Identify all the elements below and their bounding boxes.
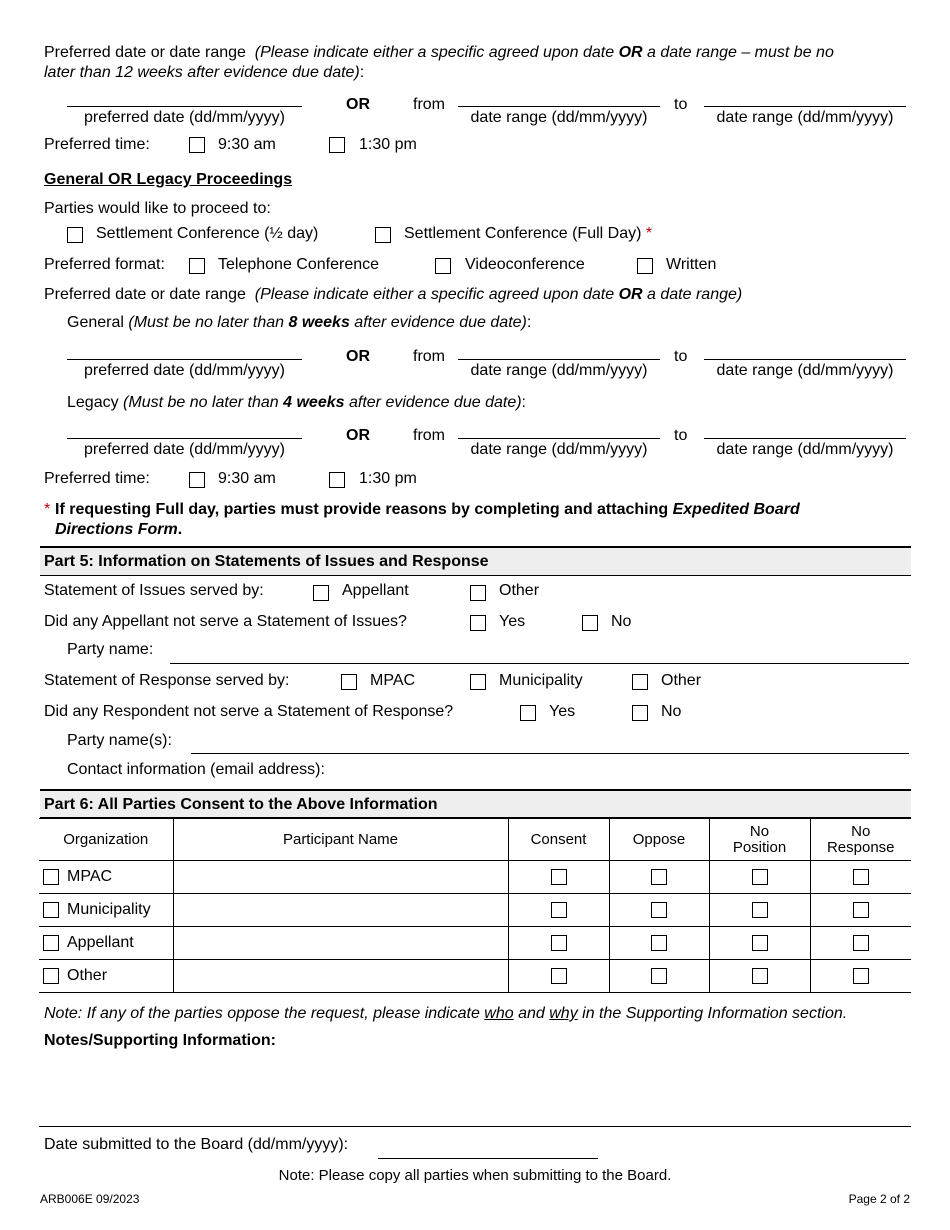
appellant-not-served-label: Did any Appellant not serve a Statement of Issues? (44, 613, 407, 630)
contact-info-label: Contact information (email address): (67, 761, 325, 778)
participant-name-cell[interactable] (173, 927, 508, 960)
from-label: from (413, 96, 445, 113)
table-row (39, 927, 911, 960)
response-mpac-checkbox[interactable] (341, 674, 357, 690)
general-label: General (Must be no later than 8 weeks after evidence due date): (67, 314, 532, 331)
format-video-checkbox[interactable] (435, 258, 451, 274)
issues-served-label: Statement of Issues served by: (44, 582, 264, 599)
appellant-consent-checkbox[interactable] (551, 935, 567, 951)
page-number: Page 2 of 2 (848, 1192, 910, 1206)
org-other-label: Other (67, 967, 108, 984)
format-written-checkbox[interactable] (637, 258, 653, 274)
respondent-not-served-yes-label: Yes (549, 703, 576, 720)
general-preferred-date-field[interactable] (67, 359, 302, 360)
municipality-consent-checkbox[interactable] (551, 902, 567, 918)
general-to-label: to (674, 348, 688, 365)
preferred-time-label: Preferred time: (44, 136, 150, 153)
respondent-not-served-no-label: No (661, 703, 682, 720)
part5-title: Part 5: Information on Statements of Issues and Response (44, 553, 489, 570)
format-written-label: Written (666, 256, 717, 273)
supporting-info-area[interactable] (40, 1052, 909, 1124)
other-oppose-checkbox[interactable] (651, 968, 667, 984)
general-range-start-caption: date range (dd/mm/yyyy) (470, 362, 648, 379)
response-served-label: Statement of Response served by: (44, 672, 290, 689)
contact-info-field[interactable] (346, 782, 909, 783)
preferred-date-field[interactable] (67, 106, 302, 107)
mpac-consent-checkbox[interactable] (551, 869, 567, 885)
part6-title: Part 6: All Parties Consent to the Above Information (44, 796, 438, 813)
gl-preferred-date-label: Preferred date or date range (Please indicate either a specific agreed upon date OR a date range) (44, 286, 743, 303)
date-submitted-label: Date submitted to the Board (dd/mm/yyyy): (44, 1136, 349, 1153)
response-other-checkbox[interactable] (632, 674, 648, 690)
legacy-preferred-date-field[interactable] (67, 438, 302, 439)
gl-preferred-time-label: Preferred time: (44, 470, 150, 487)
appellant-not-served-yes-label: Yes (499, 613, 526, 630)
respondent-not-served-no-checkbox[interactable] (632, 705, 648, 721)
form-code: ARB006E 09/2023 (40, 1192, 140, 1206)
respondent-not-served-yes-checkbox[interactable] (520, 705, 536, 721)
footnote-line1: If requesting Full day, parties must provide reasons by completing and attaching Expedited Board (55, 501, 800, 518)
legacy-from-label: from (413, 427, 445, 444)
general-range-start-field[interactable] (458, 359, 660, 360)
org-mpac-checkbox[interactable] (43, 869, 59, 885)
response-municipality-label: Municipality (499, 672, 583, 689)
full-day-checkbox[interactable] (375, 227, 391, 243)
municipality-no-response-checkbox[interactable] (853, 902, 869, 918)
general-preferred-date-caption: preferred date (dd/mm/yyyy) (84, 362, 285, 379)
appellant-no-position-checkbox[interactable] (752, 935, 768, 951)
date-range-end-caption: date range (dd/mm/yyyy) (716, 109, 894, 126)
time-930-label: 9:30 am (218, 136, 276, 153)
to-label: to (674, 96, 688, 113)
general-range-end-caption: date range (dd/mm/yyyy) (716, 362, 894, 379)
issues-appellant-checkbox[interactable] (313, 585, 329, 601)
half-day-checkbox[interactable] (67, 227, 83, 243)
legacy-to-label: to (674, 427, 688, 444)
col-no-position: No Position (709, 819, 810, 861)
col-participant-name: Participant Name (173, 819, 508, 861)
preferred-date-label-line2: later than 12 weeks after evidence due date): (44, 64, 365, 81)
legacy-range-end-field[interactable] (704, 438, 906, 439)
issues-appellant-label: Appellant (342, 582, 409, 599)
supporting-info-label: Notes/Supporting Information: (44, 1032, 276, 1049)
org-appellant-checkbox[interactable] (43, 935, 59, 951)
format-telephone-checkbox[interactable] (189, 258, 205, 274)
date-range-start-caption: date range (dd/mm/yyyy) (470, 109, 648, 126)
legacy-preferred-date-caption: preferred date (dd/mm/yyyy) (84, 441, 285, 458)
date-range-end-field[interactable] (704, 106, 906, 107)
org-municipality-label: Municipality (67, 901, 151, 918)
time-930-checkbox[interactable] (189, 137, 205, 153)
table-row (39, 960, 911, 993)
time-130-label: 1:30 pm (359, 136, 417, 153)
general-from-label: from (413, 348, 445, 365)
consent-table-header (39, 819, 911, 861)
participant-name-cell[interactable] (173, 960, 508, 993)
party-names-field[interactable] (191, 753, 909, 754)
appellant-not-served-no-label: No (611, 613, 632, 630)
issues-other-checkbox[interactable] (470, 585, 486, 601)
general-or-label: OR (346, 348, 370, 365)
format-telephone-label: Telephone Conference (218, 256, 380, 273)
footnote-asterisk: * (44, 501, 51, 518)
gl-time-930-checkbox[interactable] (189, 472, 205, 488)
half-day-label: Settlement Conference (½ day) (96, 225, 319, 242)
full-day-asterisk: * (645, 225, 653, 242)
col-consent: Consent (508, 819, 609, 861)
legacy-label: Legacy (Must be no later than 4 weeks after evidence due date): (67, 394, 526, 411)
municipality-oppose-checkbox[interactable] (651, 902, 667, 918)
format-label: Preferred format: (44, 256, 165, 273)
response-mpac-label: MPAC (370, 672, 416, 689)
municipality-no-position-checkbox[interactable] (752, 902, 768, 918)
supporting-info-divider (39, 1126, 911, 1127)
date-range-start-field[interactable] (458, 106, 660, 107)
or-label: OR (346, 96, 370, 113)
response-municipality-checkbox[interactable] (470, 674, 486, 690)
proceed-label: Parties would like to proceed to: (44, 200, 271, 217)
date-submitted-field[interactable] (378, 1158, 598, 1159)
footnote-line2: Directions Form. (55, 521, 183, 538)
gl-time-130-checkbox[interactable] (329, 472, 345, 488)
col-oppose: Oppose (609, 819, 709, 861)
other-no-response-checkbox[interactable] (853, 968, 869, 984)
mpac-no-position-checkbox[interactable] (752, 869, 768, 885)
respondent-not-served-label: Did any Respondent not serve a Statement of Response? (44, 703, 454, 720)
mpac-oppose-checkbox[interactable] (651, 869, 667, 885)
col-no-response: No Response (810, 819, 911, 861)
full-day-label: Settlement Conference (Full Day) * (404, 225, 653, 242)
org-other-checkbox[interactable] (43, 968, 59, 984)
general-range-end-field[interactable] (704, 359, 906, 360)
mpac-no-response-checkbox[interactable] (853, 869, 869, 885)
table-row (39, 894, 911, 927)
participant-name-cell[interactable] (173, 894, 508, 927)
appellant-no-response-checkbox[interactable] (853, 935, 869, 951)
time-130-checkbox[interactable] (329, 137, 345, 153)
gl-time-130-label: 1:30 pm (359, 470, 417, 487)
org-municipality-checkbox[interactable] (43, 902, 59, 918)
gl-time-930-label: 9:30 am (218, 470, 276, 487)
consent-table (39, 818, 911, 993)
other-consent-checkbox[interactable] (551, 968, 567, 984)
table-row (39, 861, 911, 894)
response-other-label: Other (661, 672, 702, 689)
org-mpac-label: MPAC (67, 868, 113, 885)
other-no-position-checkbox[interactable] (752, 968, 768, 984)
appellant-not-served-no-checkbox[interactable] (582, 615, 598, 631)
appellant-oppose-checkbox[interactable] (651, 935, 667, 951)
part6-header (40, 789, 911, 818)
legacy-range-end-caption: date range (dd/mm/yyyy) (716, 441, 894, 458)
party-names-label: Party name(s): (67, 732, 172, 749)
party-name-label: Party name: (67, 641, 154, 658)
general-legacy-heading: General OR Legacy Proceedings (44, 171, 293, 188)
legacy-or-label: OR (346, 427, 370, 444)
org-appellant-label: Appellant (67, 934, 134, 951)
col-organization: Organization (39, 819, 173, 861)
appellant-not-served-yes-checkbox[interactable] (470, 615, 486, 631)
issues-other-label: Other (499, 582, 540, 599)
preferred-date-caption: preferred date (dd/mm/yyyy) (84, 109, 285, 126)
legacy-range-start-field[interactable] (458, 438, 660, 439)
oppose-note: Note: If any of the parties oppose the request, please indicate who and why in the Supporting Information section. (44, 1005, 848, 1022)
part5-header (40, 546, 911, 576)
format-video-label: Videoconference (465, 256, 585, 273)
participant-name-cell[interactable] (173, 861, 508, 894)
legacy-range-start-caption: date range (dd/mm/yyyy) (470, 441, 648, 458)
party-name-field[interactable] (170, 663, 909, 664)
copy-parties-note: Note: Please copy all parties when submitting to the Board. (278, 1167, 672, 1184)
preferred-date-label-line1: Preferred date or date range (Please indicate either a specific agreed upon date OR a date range – must be no (44, 44, 834, 61)
